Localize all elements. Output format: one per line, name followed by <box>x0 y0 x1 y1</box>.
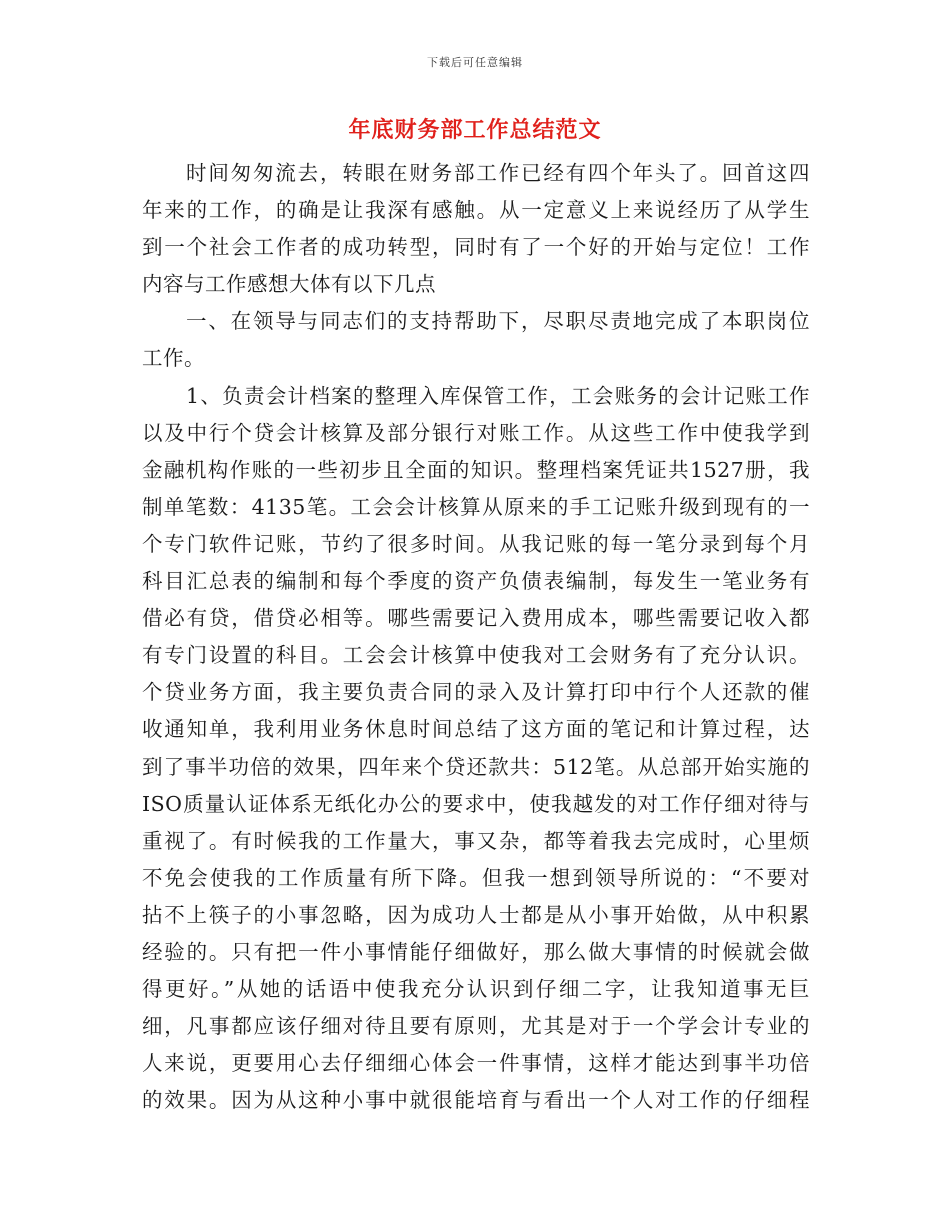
paragraph-line: 1、负责会计档案的整理入库保管工作，工会账务的会计记账工作 <box>186 383 810 408</box>
paragraph-line: 内容与工作感想大体有以下几点 <box>142 272 436 297</box>
paragraph-line: 个专门软件记账，节约了很多时间。从我记账的每一笔分录到每个月 <box>142 531 810 556</box>
paragraph-line: 借必有贷，借贷必相等。哪些需要记入费用成本，哪些需要记收入都 <box>142 606 810 631</box>
paragraph-line: 到了事半功倍的效果，四年来个贷还款共：512笔。从总部开始实施的 <box>142 754 810 779</box>
paragraph-line: 个贷业务方面，我主要负责合同的录入及计算打印中行个人还款的催 <box>142 680 810 705</box>
paragraph-line: 制单笔数：4135笔。工会会计核算从原来的手工记账升级到现有的一 <box>142 494 810 519</box>
document-body <box>142 155 810 1119</box>
paragraph-line: 不免会使我的工作质量有所下降。但我一想到领导所说的：“不要对 <box>142 865 810 890</box>
paragraph-line: 拈不上筷子的小事忽略，因为成功人士都是从小事开始做，从中积累 <box>142 902 810 927</box>
paragraph-line: 工作。 <box>142 346 205 371</box>
paragraph-line: 年来的工作，的确是让我深有感触。从一定意义上来说经历了从学生 <box>142 198 810 223</box>
page-header-note: 下载后可任意编辑 <box>427 56 523 69</box>
paragraph-line: 时间匆匆流去，转眼在财务部工作已经有四个年头了。回首这四 <box>186 161 810 185</box>
paragraph-line: 得更好。”从她的话语中使我充分认识到仔细二字，让我知道事无巨 <box>142 977 810 1002</box>
paragraph-line: 以及中行个贷会计核算及部分银行对账工作。从这些工作中使我学到 <box>142 420 810 445</box>
document-title: 年底财务部工作总结范文 <box>348 117 602 143</box>
paragraph-line: ISO质量认证体系无纸化办公的要求中，使我越发的对工作仔细对待与 <box>142 791 810 816</box>
paragraph-line: 重视了。有时候我的工作量大，事又杂，都等着我去完成时，心里烦 <box>142 828 810 853</box>
paragraph-line: 细，凡事都应该仔细对待且要有原则，尤其是对于一个学会计专业的 <box>142 1014 810 1039</box>
paragraph-line: 经验的。只有把一件小事情能仔细做好，那么做大事情的时候就会做 <box>142 939 810 964</box>
paragraph-line: 的效果。因为从这种小事中就很能培育与看出一个人对工作的仔细程 <box>142 1088 810 1113</box>
paragraph-line: 一、在领导与同志们的支持帮助下，尽职尽责地完成了本职岗位 <box>186 309 810 334</box>
paragraph-line: 有专门设置的科目。工会会计核算中使我对工会财务有了充分认识。 <box>142 643 810 668</box>
paragraph-line: 金融机构作账的一些初步且全面的知识。整理档案凭证共1527册，我 <box>142 457 810 482</box>
paragraph-line: 科目汇总表的编制和每个季度的资产负债表编制，每发生一笔业务有 <box>142 569 810 594</box>
paragraph-line: 收通知单，我利用业务休息时间总结了这方面的笔记和计算过程，达 <box>142 717 810 742</box>
paragraph-line: 人来说，更要用心去仔细细心体会一件事情，这样才能达到事半功倍 <box>142 1051 810 1076</box>
paragraph-line: 到一个社会工作者的成功转型，同时有了一个好的开始与定位！工作 <box>142 235 810 260</box>
